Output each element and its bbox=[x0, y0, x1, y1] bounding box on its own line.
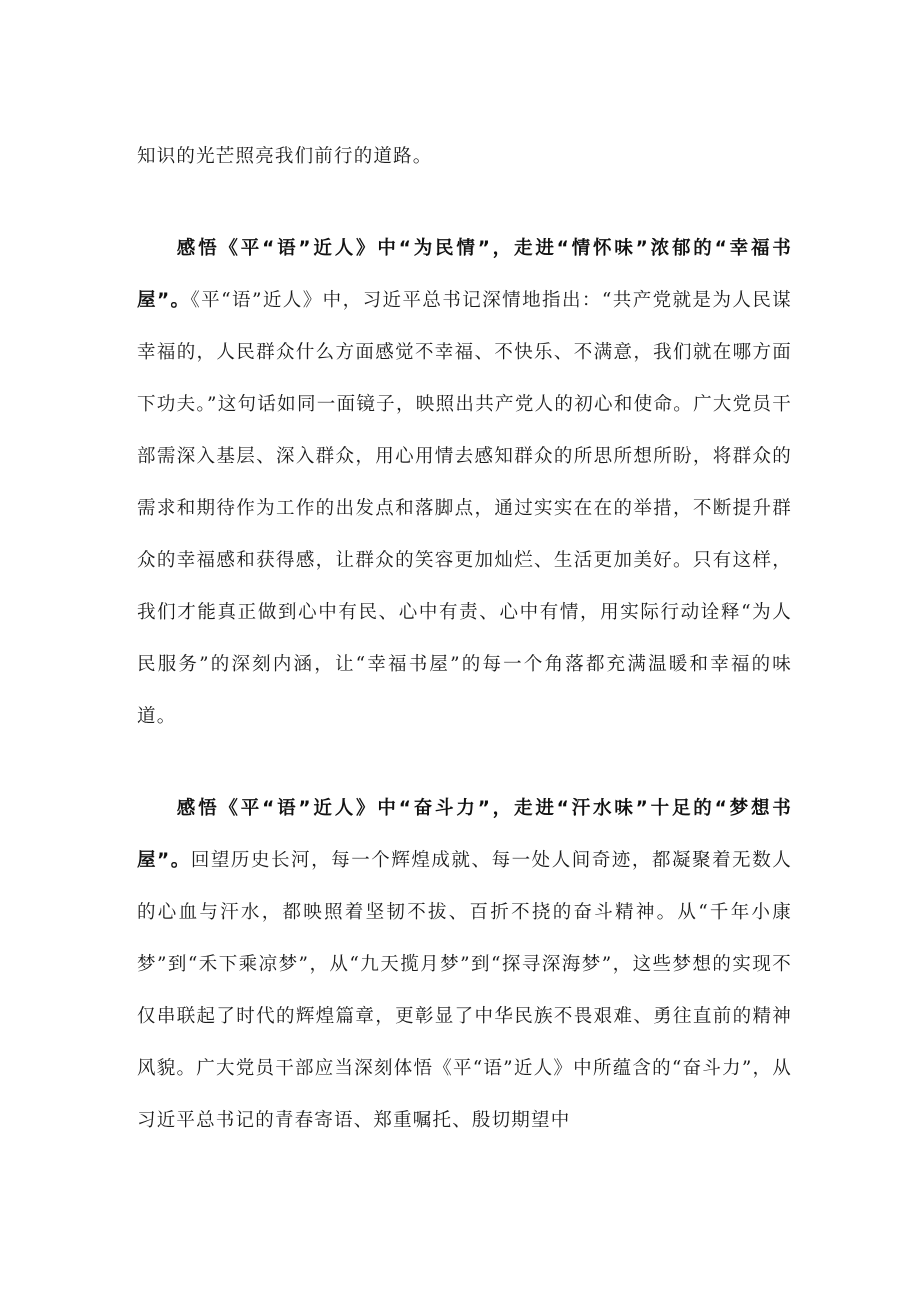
paragraph-gap bbox=[137, 743, 792, 783]
paragraph-lead-heading: 感悟《平“语”近人》中“奋斗力”，走进“汗水味”十足的“梦想书屋”。 bbox=[137, 798, 792, 871]
paragraph-happiness bbox=[137, 223, 792, 743]
paragraph-text: 回望历史长河，每一个辉煌成就、每一处人间奇迹，都凝聚着无数人的心血与汗水，都映照着坚韧不拔、百折不挠的奋斗精神。从“千年小康梦”到“禾下乘凉梦”，从“九天揽月梦”到“探寻深海梦”，这些梦想的实现不仅串联起了时代的辉煌篇章，更彰显了中华民族不畏艰难、勇往直前的精神风貌。广大党员干部应当深刻体悟《平“语”近人》中所蕴含的“奋斗力”，从习近平总书记的青春寄语、郑重嘱托、殷切期望中 bbox=[137, 850, 792, 1131]
paragraph-gap bbox=[137, 183, 792, 223]
document-body bbox=[137, 131, 792, 1147]
paragraph-text: 知识的光芒照亮我们前行的道路。 bbox=[137, 146, 433, 167]
paragraph-lead-heading: 感悟《平“语”近人》中“为民情”，走进“情怀味”浓郁的“幸福书屋”。 bbox=[137, 238, 792, 311]
paragraph-continuation bbox=[137, 131, 792, 183]
paragraph-dream bbox=[137, 783, 792, 1147]
paragraph-text: 《平“语”近人》中，习近平总书记深情地指出：“共产党就是为人民谋幸福的，人民群众什么方面感觉不幸福、不快乐、不满意，我们就在哪方面下功夫。”这句话如同一面镜子，映照出共产党人的初心和使命。广大党员干部需深入基层、深入群众，用心用情去感知群众的所思所想所盼，将群众的需求和期待作为工作的出发点和落脚点，通过实实在在的举措，不断提升群众的幸福感和获得感，让群众的笑容更加灿烂、生活更加美好。只有这样，我们才能真正做到心中有民、心中有责、心中有情，用实际行动诠释“为人民服务”的深刻内涵，让“幸福书屋”的每一个角落都充满温暖和幸福的味道。 bbox=[137, 290, 792, 727]
